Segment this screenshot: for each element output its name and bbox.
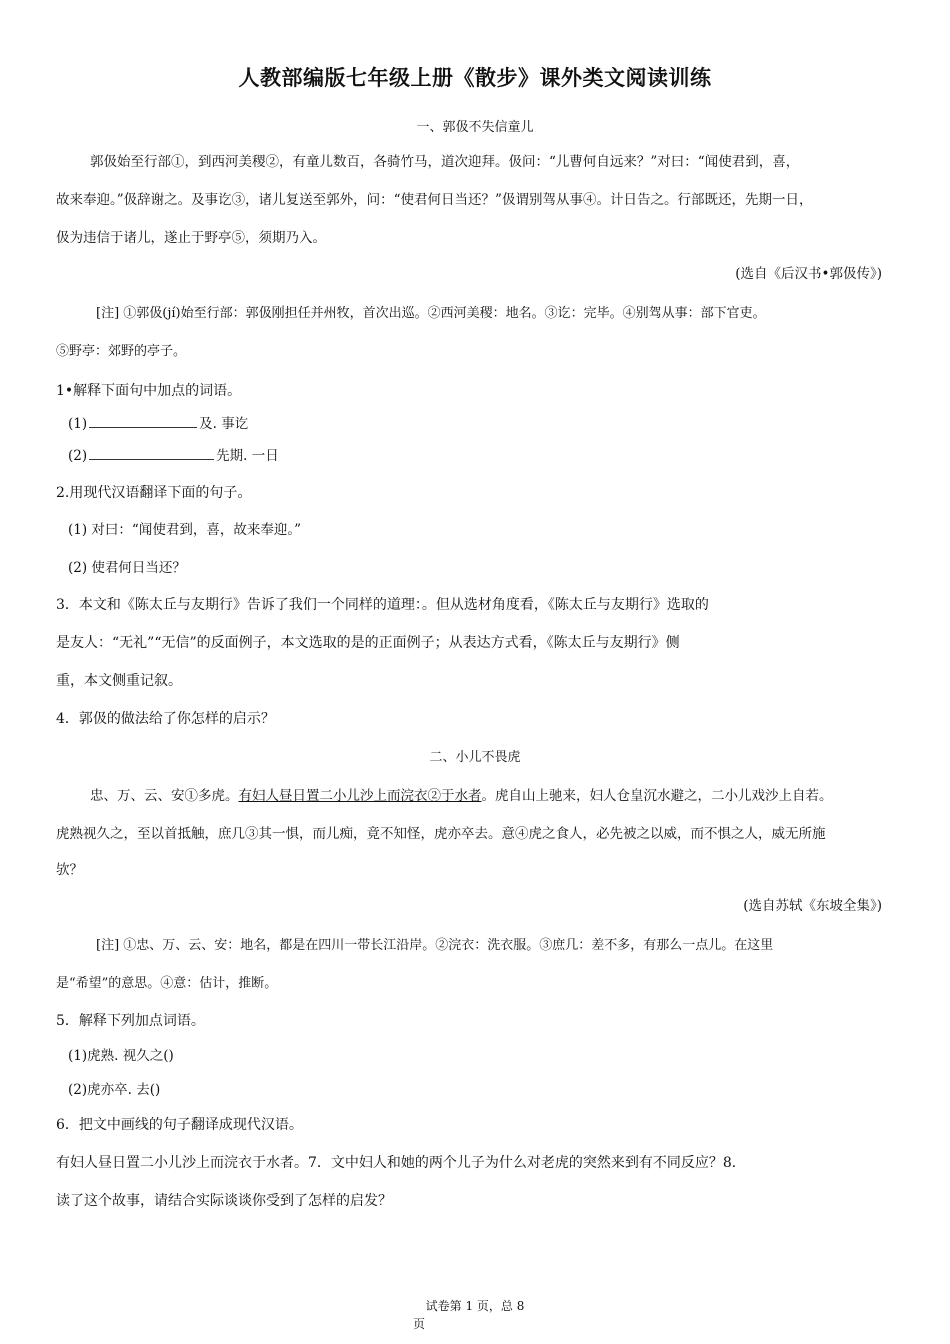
section-2-note-line-1: [注] ①忠、万、云、安：地名，都是在四川一带长江沿岸。②浣衣：洗衣服。③庶几：差不多，有那么一点儿。在这里 <box>96 938 774 953</box>
question-2-part-1: (1) 对曰：“闻使君到，喜，故来奉迎。” <box>68 522 301 538</box>
answer-blank[interactable] <box>89 447 214 460</box>
question-1-part-2-text: 先期. 一日 <box>216 448 279 464</box>
answer-blank[interactable] <box>89 415 197 428</box>
section-1-note-line-2: ⑤野亭：郊野的亭子。 <box>56 344 187 359</box>
question-6-8-line-1: 有妇人昼日置二小儿沙上而浣衣于水者。7．文中妇人和她的两个儿子为什么对老虎的突然来到有不同反应？8． <box>56 1155 746 1171</box>
page-footer: 试卷第 1 页，总 8 <box>425 1299 525 1313</box>
question-2-part-2: (2) 使君何日当还？ <box>68 560 186 576</box>
question-1: 1•解释下面句中加点的词语。 <box>56 383 242 399</box>
section-2-paragraph-line-1 <box>90 784 833 804</box>
section-1-paragraph-line-3: 伋为违信于诸儿，遂止于野亭⑤，须期乃入。 <box>56 230 326 246</box>
question-4: 4．郭伋的做法给了你怎样的启示？ <box>56 711 275 727</box>
section-2-text-a: 忠、万、云、安①多虎。 <box>90 788 239 804</box>
section-1-note-line-1: [注] ①郭伋(jí)始至行部：郭伋刚担任并州牧，首次出巡。②西河美稷：地名。③讫：完毕。④别驾从事：部下官吏。 <box>96 306 766 321</box>
question-6: 6．把文中画线的句子翻译成现代汉语。 <box>56 1117 303 1133</box>
question-6-8-line-2: 读了这个故事，请结合实际谈谈你受到了怎样的启发？ <box>56 1193 392 1209</box>
question-3-line-2: 是友人：“无礼”“无信”的反面例子，本文选取的是的正面例子；从表达方式看，《陈太丘与友期行》侧 <box>56 635 680 651</box>
question-1-part-1 <box>68 412 248 432</box>
question-1-part-2-number: (2) <box>68 448 88 464</box>
question-1-part-1-number: (1) <box>68 416 88 432</box>
section-2-source: (选自苏轼《东坡全集》) <box>743 898 882 914</box>
question-2: 2.用现代汉语翻译下面的句子。 <box>56 485 252 501</box>
underlined-sentence: 有妇人昼日置二小儿沙上而浣衣②于水者 <box>238 788 482 804</box>
section-1-paragraph-line-1: 郭伋始至行部①，到西河美稷②，有童儿数百，各骑竹马，道次迎拜。伋问：“儿曹何自远来？”对曰：“闻使君到，喜， <box>90 154 800 170</box>
question-5-part-1: (1)虎熟. 视久之() <box>68 1048 174 1064</box>
question-5-part-2: (2)虎亦卒. 去() <box>68 1082 161 1098</box>
question-1-part-2 <box>68 444 279 464</box>
section-2-heading: 二、小儿不畏虎 <box>429 750 521 765</box>
section-2-note-line-2: 是“希望”的意思。④意：估计，推断。 <box>56 976 278 991</box>
section-1-heading: 一、郭伋不失信童儿 <box>416 120 534 135</box>
question-3-line-3: 重，本文侧重记叙。 <box>56 673 182 689</box>
question-3-line-1: 3．本文和《陈太丘与友期行》告诉了我们一个同样的道理：。但从选材角度看，《陈太丘与友期行》选取的 <box>56 597 709 613</box>
page-footer-continued: 页 <box>413 1317 426 1331</box>
section-1-source: (选自《后汉书•郭伋传》) <box>735 266 882 282</box>
section-2-text-b: 。虎自山上驰来，妇人仓皇沉水避之，二小儿戏沙上自若。 <box>481 788 833 804</box>
section-2-paragraph-line-3: 欤？ <box>56 862 83 878</box>
section-1-paragraph-line-2: 故来奉迎。”伋辞谢之。及事讫③，诸儿复送至郭外，问：“使君何日当还？”伋谓别驾从事④。计日告之。行部既还，先期一日， <box>56 192 813 208</box>
question-5: 5．解释下列加点词语。 <box>56 1013 205 1029</box>
document-title: 人教部编版七年级上册《散步》课外类文阅读训练 <box>238 66 712 90</box>
section-2-paragraph-line-2: 虎熟视久之，至以首抵触，庶几③其一惧，而儿痴，竟不知怪，虎亦卒去。意④虎之食人，必先被之以威，而不惧之人，威无所施 <box>56 826 826 842</box>
question-1-part-1-text: 及. 事讫 <box>199 416 249 432</box>
